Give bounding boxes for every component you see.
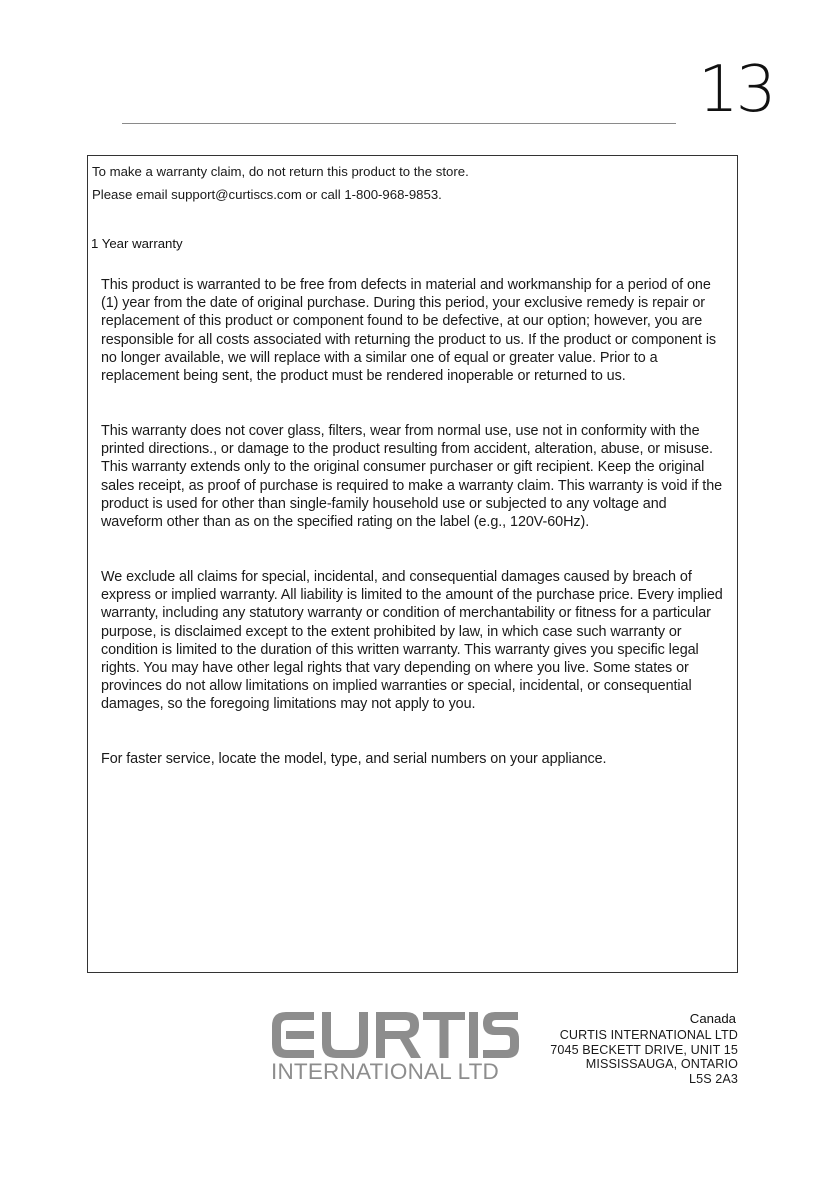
warranty-paragraph-service: For faster service, locate the model, type, and serial numbers on your appliance. xyxy=(101,751,607,767)
warranty-paragraph-coverage: This product is warranted to be free from defects in material and workmanship for a period of one (1) year from the date of original purchase. During this period, your exclusive remedy is repair or replacement of this product or component found to be defective, at our option; however, you are responsible for all costs associated with returning the product to us. If the product or component is no longer available, we will replace with a similar one of equal or greater value. Prior to a replacement being sent, the product must be rendered inoperable or returned to us. xyxy=(101,277,717,385)
warranty-box xyxy=(87,155,738,973)
header-divider xyxy=(122,123,676,124)
company-address xyxy=(550,1010,738,1086)
address-country: Canada xyxy=(689,1011,736,1026)
curtis-logo xyxy=(270,1010,520,1084)
address-postal-code: L5S 2A3 xyxy=(688,1071,738,1086)
claim-instructions: To make a warranty claim, do not return this product to the store. xyxy=(92,164,469,179)
claim-contact: Please email support@curtiscs.com or call 1-800-968-9853. xyxy=(92,187,442,202)
address-company: CURTIS INTERNATIONAL LTD xyxy=(559,1028,738,1042)
curtis-wordmark xyxy=(270,1010,520,1060)
address-city: MISSISSAUGA, ONTARIO xyxy=(585,1057,738,1071)
page-number: 13 xyxy=(698,53,774,127)
warranty-paragraph-liability: We exclude all claims for special, incidental, and consequential damages caused by breach of express or implied warranty. All liability is limited to the amount of the purchase price. Every implied warranty, including any statutory warranty or condition of merchantability or fitness for a particular purpose, is disclaimed except to the extent prohibited by law, in which case such warranty or condition is limited to the duration of this written warranty. This warranty gives you specific legal rights. You may have other legal rights that vary depending on where you live. Some states or provinces do not allow limitations on implied warranties or special, incidental, or consequential damages, so the foregoing limitations may not apply to you. xyxy=(101,569,723,713)
warranty-paragraph-exclusions: This warranty does not cover glass, filters, wear from normal use, use not in conformity with the printed directions., or damage to the product resulting from accident, alteration, abuse, or misuse. This warranty extends only to the original consumer purchaser or gift recipient. Keep the original sales receipt, as proof of purchase is required to make a warranty claim. This warranty is void if the product is used for other than single-family household use or subjected to any voltage and waveform other than as on the specified rating on the label (e.g., 120V-60Hz). xyxy=(101,423,723,531)
warranty-heading: 1 Year warranty xyxy=(91,236,183,251)
logo-subtitle: INTERNATIONAL LTD xyxy=(271,1059,500,1084)
address-street: 7045 BECKETT DRIVE, UNIT 15 xyxy=(550,1042,738,1057)
